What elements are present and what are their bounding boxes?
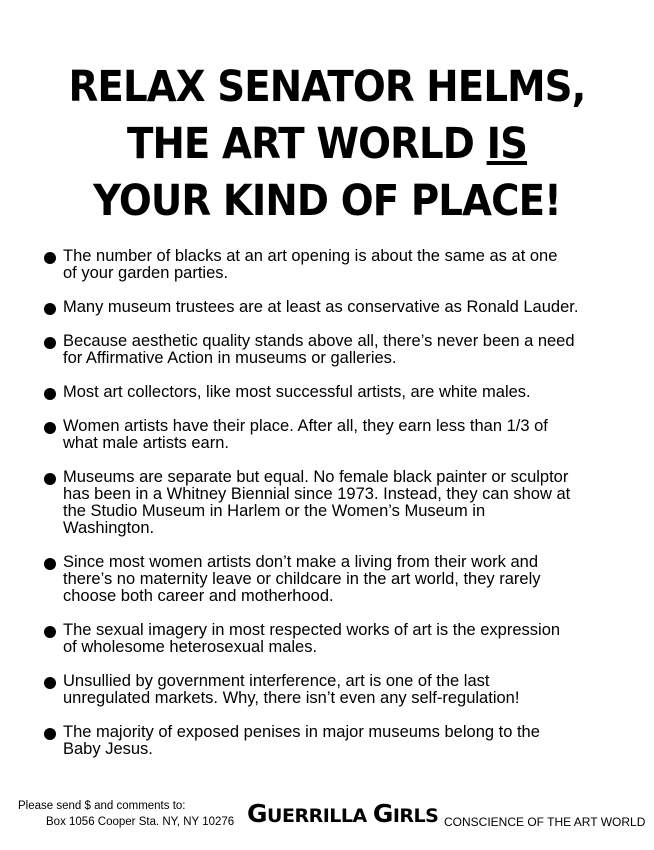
footer-send-text: Please send $ and comments to: [18,800,186,812]
brand-word-1: UERRILLA [267,805,373,827]
bullet-item [44,724,624,758]
bullet-item [44,384,624,401]
headline-line-2 [33,116,622,173]
bullet-item [44,622,624,656]
bullet-line: Because aesthetic quality stands above all, there’s never been a need [63,332,575,350]
bullet-item [44,469,624,537]
bullet-dot-icon [44,337,56,349]
bullet-line: Women artists have their place. After all, they earn less than 1/3 of [63,417,548,435]
bullet-dot-icon [44,626,56,638]
headline-line-1: RELAX SENATOR HELMS, [68,61,586,112]
guerrilla-girls-logo [247,800,438,830]
headline-emphasis: IS [486,118,528,169]
headline-line-2-text: THE ART WORLD [126,118,487,169]
bullet-dot-icon [44,422,56,434]
footer-address: Box 1056 Cooper Sta. NY, NY 10276 [46,816,235,828]
bullet-dot-icon [44,388,56,400]
headline-line-3: YOUR KIND OF PLACE! [93,175,561,226]
bullet-item [44,248,624,282]
bullet-item [44,673,624,707]
bullet-item [44,418,624,452]
bullet-line: Museums are separate but equal. No female black painter or sculptor [63,468,569,486]
poster-headline [33,59,622,230]
bullet-line: Washington. [63,519,155,537]
bullet-dot-icon [44,677,56,689]
bullet-dot-icon [44,252,56,264]
bullet-item [44,299,624,316]
bullet-line: Many museum trustees are at least as conservative as Ronald Lauder. [63,298,579,316]
bullet-line: unregulated markets. Why, there isn’t even any self-regulation! [63,689,520,707]
bullet-line: there’s no maternity leave or childcare in the art world, they rarely [63,570,541,588]
brand-initial-g2: G [372,799,393,828]
bullet-line: Unsullied by government interference, art is one of the last [63,672,490,690]
bullet-line: what male artists earn. [63,434,229,452]
bullet-line: choose both career and motherhood. [63,587,334,605]
footer [0,796,654,836]
bullet-dot-icon [44,303,56,315]
bullet-list [44,248,624,758]
bullet-dot-icon [44,558,56,570]
bullet-line: has been in a Whitney Biennial since 1973. Instead, they can show at [63,485,571,503]
bullet-line: The majority of exposed penises in major museums belong to the [63,723,540,741]
bullet-dot-icon [44,473,56,485]
bullet-line: of your garden parties. [63,264,229,282]
bullet-item [44,554,624,605]
bullet-line: of wholesome heterosexual males. [63,638,318,656]
bullet-line: Most art collectors, like most successful artists, are white males. [63,383,531,401]
bullet-line: Baby Jesus. [63,740,153,758]
bullet-line: for Affirmative Action in museums or galleries. [63,349,397,367]
bullet-line: The number of blacks at an art opening is about the same as at one [63,247,558,265]
bullet-item [44,333,624,367]
brand-word-2: IRLS [392,805,439,827]
bullet-line: Since most women artists don’t make a living from their work and [63,553,539,571]
footer-tagline: CONSCIENCE OF THE ART WORLD [444,815,646,829]
bullet-line: The sexual imagery in most respected works of art is the expression [63,621,561,639]
brand-initial-g1: G [247,799,268,828]
bullet-line: the Studio Museum in Harlem or the Women’s Museum in [63,502,486,520]
bullet-dot-icon [44,728,56,740]
